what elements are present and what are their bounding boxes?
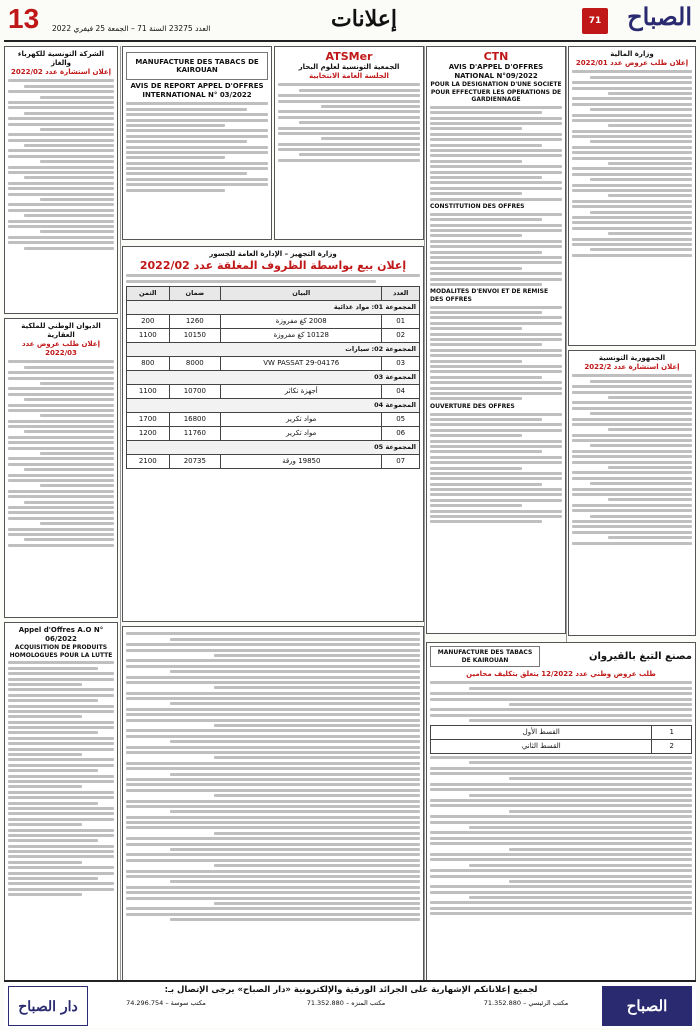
table-cell: القسط الثاني (431, 739, 652, 753)
ad-body-text (278, 83, 420, 161)
table-header: الثمن (127, 286, 170, 300)
table-cell: 02 (382, 328, 420, 342)
table-cell: 05 (382, 412, 420, 426)
table-row (431, 739, 692, 753)
table-cell: 01 (382, 314, 420, 328)
table-cell: 10700 (169, 384, 221, 398)
table-cell: 10128 كغ مفروزة (221, 328, 382, 342)
table-cell: 04 (382, 384, 420, 398)
republic-consult-ad: الجمهورية التونسية إعلان استشارة عدد 2022/2 (568, 350, 696, 636)
table-cell: 1260 (169, 314, 221, 328)
table-cell: 2008 كغ مفروزة (221, 314, 382, 328)
sale-table (126, 286, 420, 469)
table-cell: 8000 (169, 356, 221, 370)
table-cell: 20735 (169, 454, 221, 468)
sale-conditions-text (122, 626, 424, 1006)
table-cell: 1200 (127, 426, 170, 440)
ad-body-text (8, 79, 114, 249)
table-group: المجموعة 03 (127, 370, 420, 384)
table-cell: 19850 ورقة (221, 454, 382, 468)
table-cell: 07 (382, 454, 420, 468)
table-cell: 10150 (169, 328, 221, 342)
ad-body-text (8, 661, 114, 896)
table-row (127, 426, 420, 440)
table-cell: 16800 (169, 412, 221, 426)
table-cell: 200 (127, 314, 170, 328)
footer-logo-2: دار الصباح (8, 986, 88, 1026)
sale-table-ad: وزارة التجهيز – الإدارة العامة للجسور إعلان بيع بواسطة الظروف المغلقة عدد 2022/02 العدد البيان ضمان الثمن المجموعة 01: مواد غذائية 01 2008 كغ مفروزة 1260 200 02 10128 كغ مفروزة 10150 1100 المجموعة 02: سيارات 03 VW PASSAT 29-04176 8000 800 المجموعة 03 04 أجهزة تكاثر 10700 1100 المجموعة 04 05 مواد تكرير 16800 1700 06 مواد تكرير 11760 1200 المجموعة 05 07 19850 ورقة 20735 2100 (122, 246, 424, 622)
steg-ad: الشركة التونسية للكهرباء والغاز إعلان استشارة عدد 2022/02 (4, 46, 118, 314)
table-cell: 2 (652, 739, 692, 753)
table-cell: VW PASSAT 29-04176 (221, 356, 382, 370)
table-group: المجموعة 02: سيارات (127, 342, 420, 356)
finance-ministry-ad: وزارة المالية إعلان طلب عروض عدد 2022/01 (568, 46, 696, 346)
mtk-lawyers-ad: مصنع التبغ بالقيروان MANUFACTURE DES TABACS DE KAIROUAN طلب عروض وطني عدد 12/2022 يتعلق بتكليف محامين 1 القسط الأول 2 القسط الثاني (426, 642, 696, 1008)
ctn-logo: CTN (483, 50, 509, 63)
table-cell: مواد تكرير (221, 426, 382, 440)
table-cell: 06 (382, 426, 420, 440)
table-row (127, 454, 420, 468)
table-cell: 11760 (169, 426, 221, 440)
issue-line: العدد 23275 السنة 71 – الجمعة 25 فيفري 2022 (52, 24, 211, 33)
table-row (127, 314, 420, 328)
masthead-logo: 71 الصباح (582, 4, 692, 40)
column-1 (4, 46, 118, 1006)
table-cell: 1100 (127, 384, 170, 398)
table-row (127, 384, 420, 398)
table-group: المجموعة 05 (127, 440, 420, 454)
table-row (127, 412, 420, 426)
table-header: العدد (382, 286, 420, 300)
table-header: البيان (221, 286, 382, 300)
table-row (127, 328, 420, 342)
mtk-logo: MANUFACTURE DES TABACS DE KAIROUAN (126, 52, 268, 80)
column-4 (426, 46, 566, 638)
table-cell: القسط الأول (431, 725, 652, 739)
table-group: المجموعة 01: مواد غذائية (127, 300, 420, 314)
table-row (431, 725, 692, 739)
table-cell: 800 (127, 356, 170, 370)
lots-table (430, 725, 692, 754)
page-header (4, 2, 696, 42)
footer-headline: لجميع إعلاناتكم الإشهارية على الجرائد الورقية والإلكترونية «دار الصباح» يرجى الإتصال بـ: (164, 985, 538, 995)
table-header: ضمان (169, 286, 221, 300)
ad-body-text (8, 360, 114, 546)
section-title: إعلانات (331, 6, 397, 32)
table-cell: 03 (382, 356, 420, 370)
table-cell: 1700 (127, 412, 170, 426)
atsmer-ad: ATSMer الجمعية التونسية لعلوم البحار الجلسة العامة الانتخابية (274, 46, 424, 240)
column-2 (122, 46, 272, 244)
atsmer-logo: ATSMer (325, 50, 373, 63)
logo-badge: 71 (582, 8, 608, 34)
table-cell: 2100 (127, 454, 170, 468)
table-cell: أجهزة تكاثر (221, 384, 382, 398)
table-group: المجموعة 04 (127, 398, 420, 412)
mtk-report-ad: MANUFACTURE DES TABACS DE KAIROUAN AVIS DE REPORT APPEL D'OFFRES INTERNATIONAL N° 03/2022 (122, 46, 272, 240)
table-row (127, 356, 420, 370)
page-footer: الصباح لجميع إعلاناتكم الإشهارية على الجرائد الورقية والإلكترونية «دار الصباح» يرجى الإتصال بـ: مكتب الرئيسي – 71.352.880 مكتب المنزه – 71.352.880 مكتب سوسة – 74.296.754 دار الصباح (4, 980, 696, 1028)
footer-logo: الصباح (602, 986, 692, 1026)
ad-body-text (126, 102, 268, 191)
page-number: 13 (8, 3, 40, 34)
table-cell: 1100 (127, 328, 170, 342)
onpf-ad: الديوان الوطني للملكية العقارية إعلان طلب عروض عدد 2022/03 (4, 318, 118, 618)
table-cell: 1 (652, 725, 692, 739)
ctn-ad: CTN AVIS D'APPEL D'OFFRES NATIONAL N°09/2022 POUR LA DESIGNATION D'UNE SOCIETE POUR EFFECTUER LES OPERATIONS DE GARDIENNAGE CONSTITUTION DES OFFRES MODALITES D'ENVOI ET DE REMISE DES OFFRES OUVERTURE DES OFFRES (426, 46, 566, 634)
appel-offres-ad: Appel d'Offres A.O N° 06/2022 ACQUISITION DE PRODUITS HOMOLOGUES POUR LA LUTTE (4, 622, 118, 1004)
table-cell: مواد تكرير (221, 412, 382, 426)
